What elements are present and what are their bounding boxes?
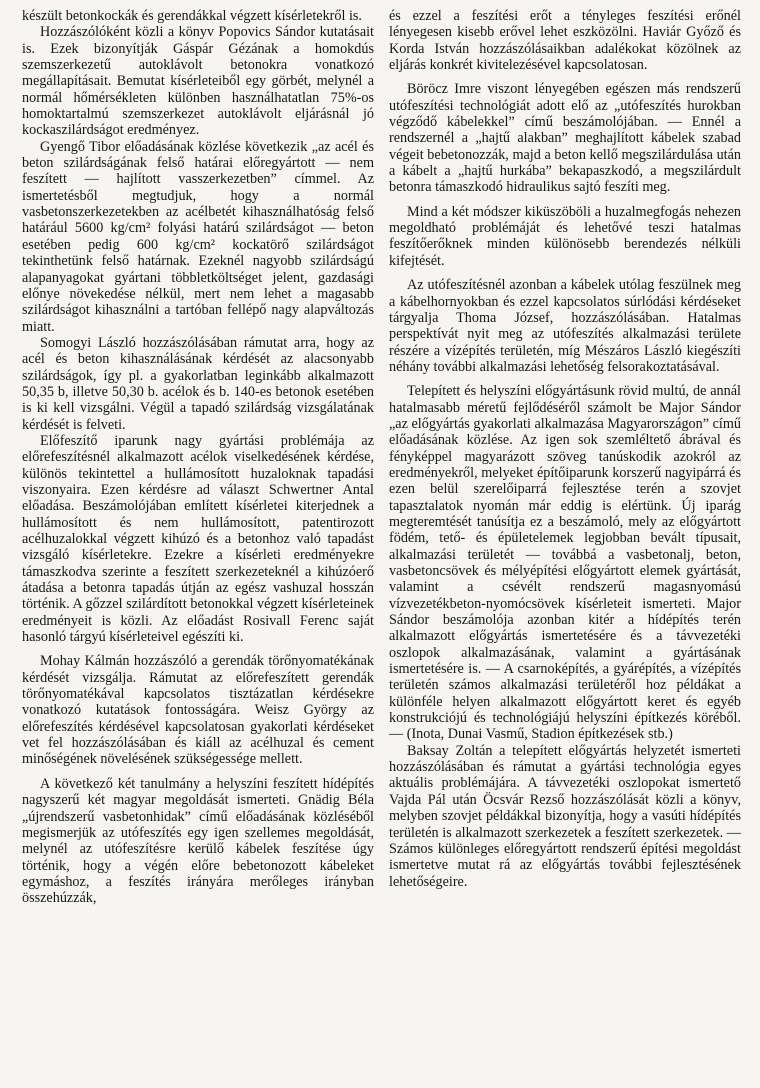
left-column-paragraph: Gyengő Tibor előadásának közlése következik „az acél és beton szilárdságának felső határai előregyártott — nem feszített — hajlított vasszerkezetben” címmel. Az ismertetésből megtudjuk, hogy a normál vasbetonszerkezetekben az acélbetét kihasználhatóság felső határául 5600 kg/cm² folyási határú szilárdságot — beton esetében pedig 600 kg/cm² kockatörő szilárdságot tekinthetünk felső határnak. Ezeknél nagyobb szilárdságú alapanyagokat gyártani többletköltséget jelent, gazdasági előnye növekedése nélkül, mert nem lehet a magasabb szilárdságot kihasználni a tartóban fellépő nagy alapváltozás miatt. bbox=[22, 138, 374, 335]
right-column-paragraph: Mind a két módszer kiküszöböli a huzalmegfogás nehezen megoldható problémáját és lehetővé teszi hatalmas feszítőerőknek minden különösebb berendezés nélküli kifejtését. bbox=[389, 203, 741, 269]
left-column-paragraph: Mohay Kálmán hozzászóló a gerendák törőnyomatékának kérdését vizsgálja. Rámutat az előrefeszített gerendák törőnyomatékával kapcsolatos tisztázatlan kérdésekre vonatkozó kutatások fontosságára. Weisz György az előrefeszítés kérdésével kapcsolatosan gyakorlati kérdéseket vet fel hozzászólásában és kiáll az acélhuzal és cement minőségének növelésének szükségessége mellett. bbox=[22, 653, 374, 768]
left-column-paragraph: A következő két tanulmány a helyszíni feszített hídépítés nagyszerű két magyar megoldását ismerteti. Gnädig Béla „újrendszerű vasbetonhidak” című előadásának közléséből megismerjük az utófeszítés egy igen szellemes megoldását, melynél az utófeszítésre kerülő kábelek feszítése úgy történik, hogy a végén előre bebetonozott kábeleket egymáshoz, a feszítés irányára merőleges irányban összehúzzák, bbox=[22, 775, 374, 907]
left-column-paragraph: Előfeszítő iparunk nagy gyártási problémája az előrefeszítésnél alkalmazott acélok viselkedésének kérdése, különös tekintettel a hullámosított huzaloknak tapadási viszonyaira. Ezen kérdésre ad választ Schwertner Antal előadása. Beszámolójában említett kísérletei kiterjednek a hullámosított és nem hullámosított, patentirozott acélhuzalokkal végzett kihúzó és a betonhoz való tapadást vizsgáló kísérletekre. Ezekre a kísérleti eredményekre támaszkodva szerinte a feszített szerkezeteknél a kihúzóerő átadása a betonra tapadás útján az egész vashuzal hosszán történik. A gőzzel szilárdított betonokkal végzett kísérleteinek eredményeit is közli. Az előadást Rosivall Ferenc saját hasonló tárgyú kísérleteivel egészíti ki. bbox=[22, 432, 374, 646]
left-column-paragraph: Hozzászólóként közli a könyv Popovics Sándor kutatásait is. Ezek bizonyítják Gáspár Gézának a homokdús szemszerkezetű autoklávolt betonokra vonatkozó megállapításait. Bemutat kísérleteiből egy görbét, melynél a normál hőmérsékleten különben használhatatlan 75%-os homoktartalmú szemszerkezet autoklávolt eljárásnál jó kockaszilárdságot eredményez. bbox=[22, 24, 374, 139]
right-column-paragraph: Az utófeszítésnél azonban a kábelek utólag feszülnek meg a kábelhornyokban és ezzel kapcsolatos súrlódási kérdéseket tárgyalja Thoma József, hozzászólásában. Hatalmas perspektívát nyit meg az utófeszítés alkalmazási területe részére a vízépítés területén, míg Mészáros László kiegészíti néhány további alkalmazási lehetőség felsorakoztatásával. bbox=[389, 277, 741, 375]
left-column bbox=[22, 8, 374, 907]
right-column-paragraph: Böröcz Imre viszont lényegében egészen más rendszerű utófeszítési technológiát adott elő az „utófeszítés hurokban végződő kábelekkel” című beszámolójában. — Ennél a rendszernél a „hajtű alakban” meghajlított kábelek szabad végeit bebetonozzák, majd a beton kellő megszilárdulása után a kábelt a „hajtű hurkába” bekapaszkodó, a megszilárdult betonra támaszkodó hidraulikus sajtó feszíti meg. bbox=[389, 81, 741, 196]
right-column bbox=[389, 8, 741, 890]
right-column-paragraph: Telepített és helyszíni előgyártásunk rövid multú, de annál hatalmasabb méretű fejlődéséről számolt be Major Sándor „az előgyártás gyakorlati alkalmazása Magyarországon” című előadásának közlése. Az igen sok szemléltető ábrával és fényképpel magyarázott szöveg tanúskodik azokról az eredményekről, melyeket építőiparunk korszerű nagyipárrá és ezen belül szerelőiparrá fejlesztése terén a szovjet tapasztalatok nyomán már eddig is elértünk. Új iparág megteremtését tanúsítja ez a beszámoló, mely az előgyártott födém, tető- és épületelemek legjobban bevált típusait, alkalmazási területét — továbbá a vasbetonalj, beton, vasbetoncsövek és mélyépítési előgyártott elemek gyártását, valamint a csévélt rendszerű magasnyomású vízvezetékbeton-nyomócsövek kísérleteit ismerteti. Major Sándor beszámolója azonban kitér a hídépítés terén alkalmazott előgyártás ismertetésére és a távvezetéki oszlopok alkalmazásának, valamint a gyártásának ismertetésére is. — A csarnoképítés, a gyárépítés, a vízépítés területén számos alkalmazási területéről hoz példákat a különféle helyen alkalmazott előgyártott keret és egyéb konstrukciójú és technológiájú helyszíni építkezés köréből. — (Inota, Dunai Vasmű, Stadion építkezések stb.) bbox=[389, 383, 741, 743]
left-column-paragraph: készült betonkockák és gerendákkal végzett kísérletekről is. bbox=[22, 8, 362, 24]
right-column-paragraph: és ezzel a feszítési erőt a tényleges feszítési erőnél lényegesen kisebb erővel lehet eszközölni. Haviár Győző és Korda István hozzászólásaikban adalékokat közölnek az eljárás konkrét kivitelezésével kapcsolatosan. bbox=[389, 8, 741, 74]
left-column-paragraph: Somogyi László hozzászólásában rámutat arra, hogy az acél és beton kihasználásának kérdését az alacsonyabb szilárdságok, így pl. a gyakorlatban leginkább alkalmazott 50,35 b, illetve 50,30 b. acélok és b. 140-es betonok esetében is ki kell vizsgálni. Végül a tapadó szilárdság vizsgálatának kérdését is felveti. bbox=[22, 334, 374, 433]
right-column-paragraph: Baksay Zoltán a telepített előgyártás helyzetét ismerteti hozzászólásában és rámutat a gyártási technológia egyes aktuális problémájára. A távvezetéki oszlopokat ismertető Vajda Pál után Öcsvár Rezső hozzászólását közli a könyv, melyben szovjet példákkal bizonyítja, hogy a vasúti hídépítés területén is alkalmazott szerkezetek a feszített szerkezetek. — Számos különleges előregyártott rendszerű építési megoldást ismertetve mutat rá az előgyártás további fejlesztésének lehetőségeire. bbox=[389, 742, 741, 890]
